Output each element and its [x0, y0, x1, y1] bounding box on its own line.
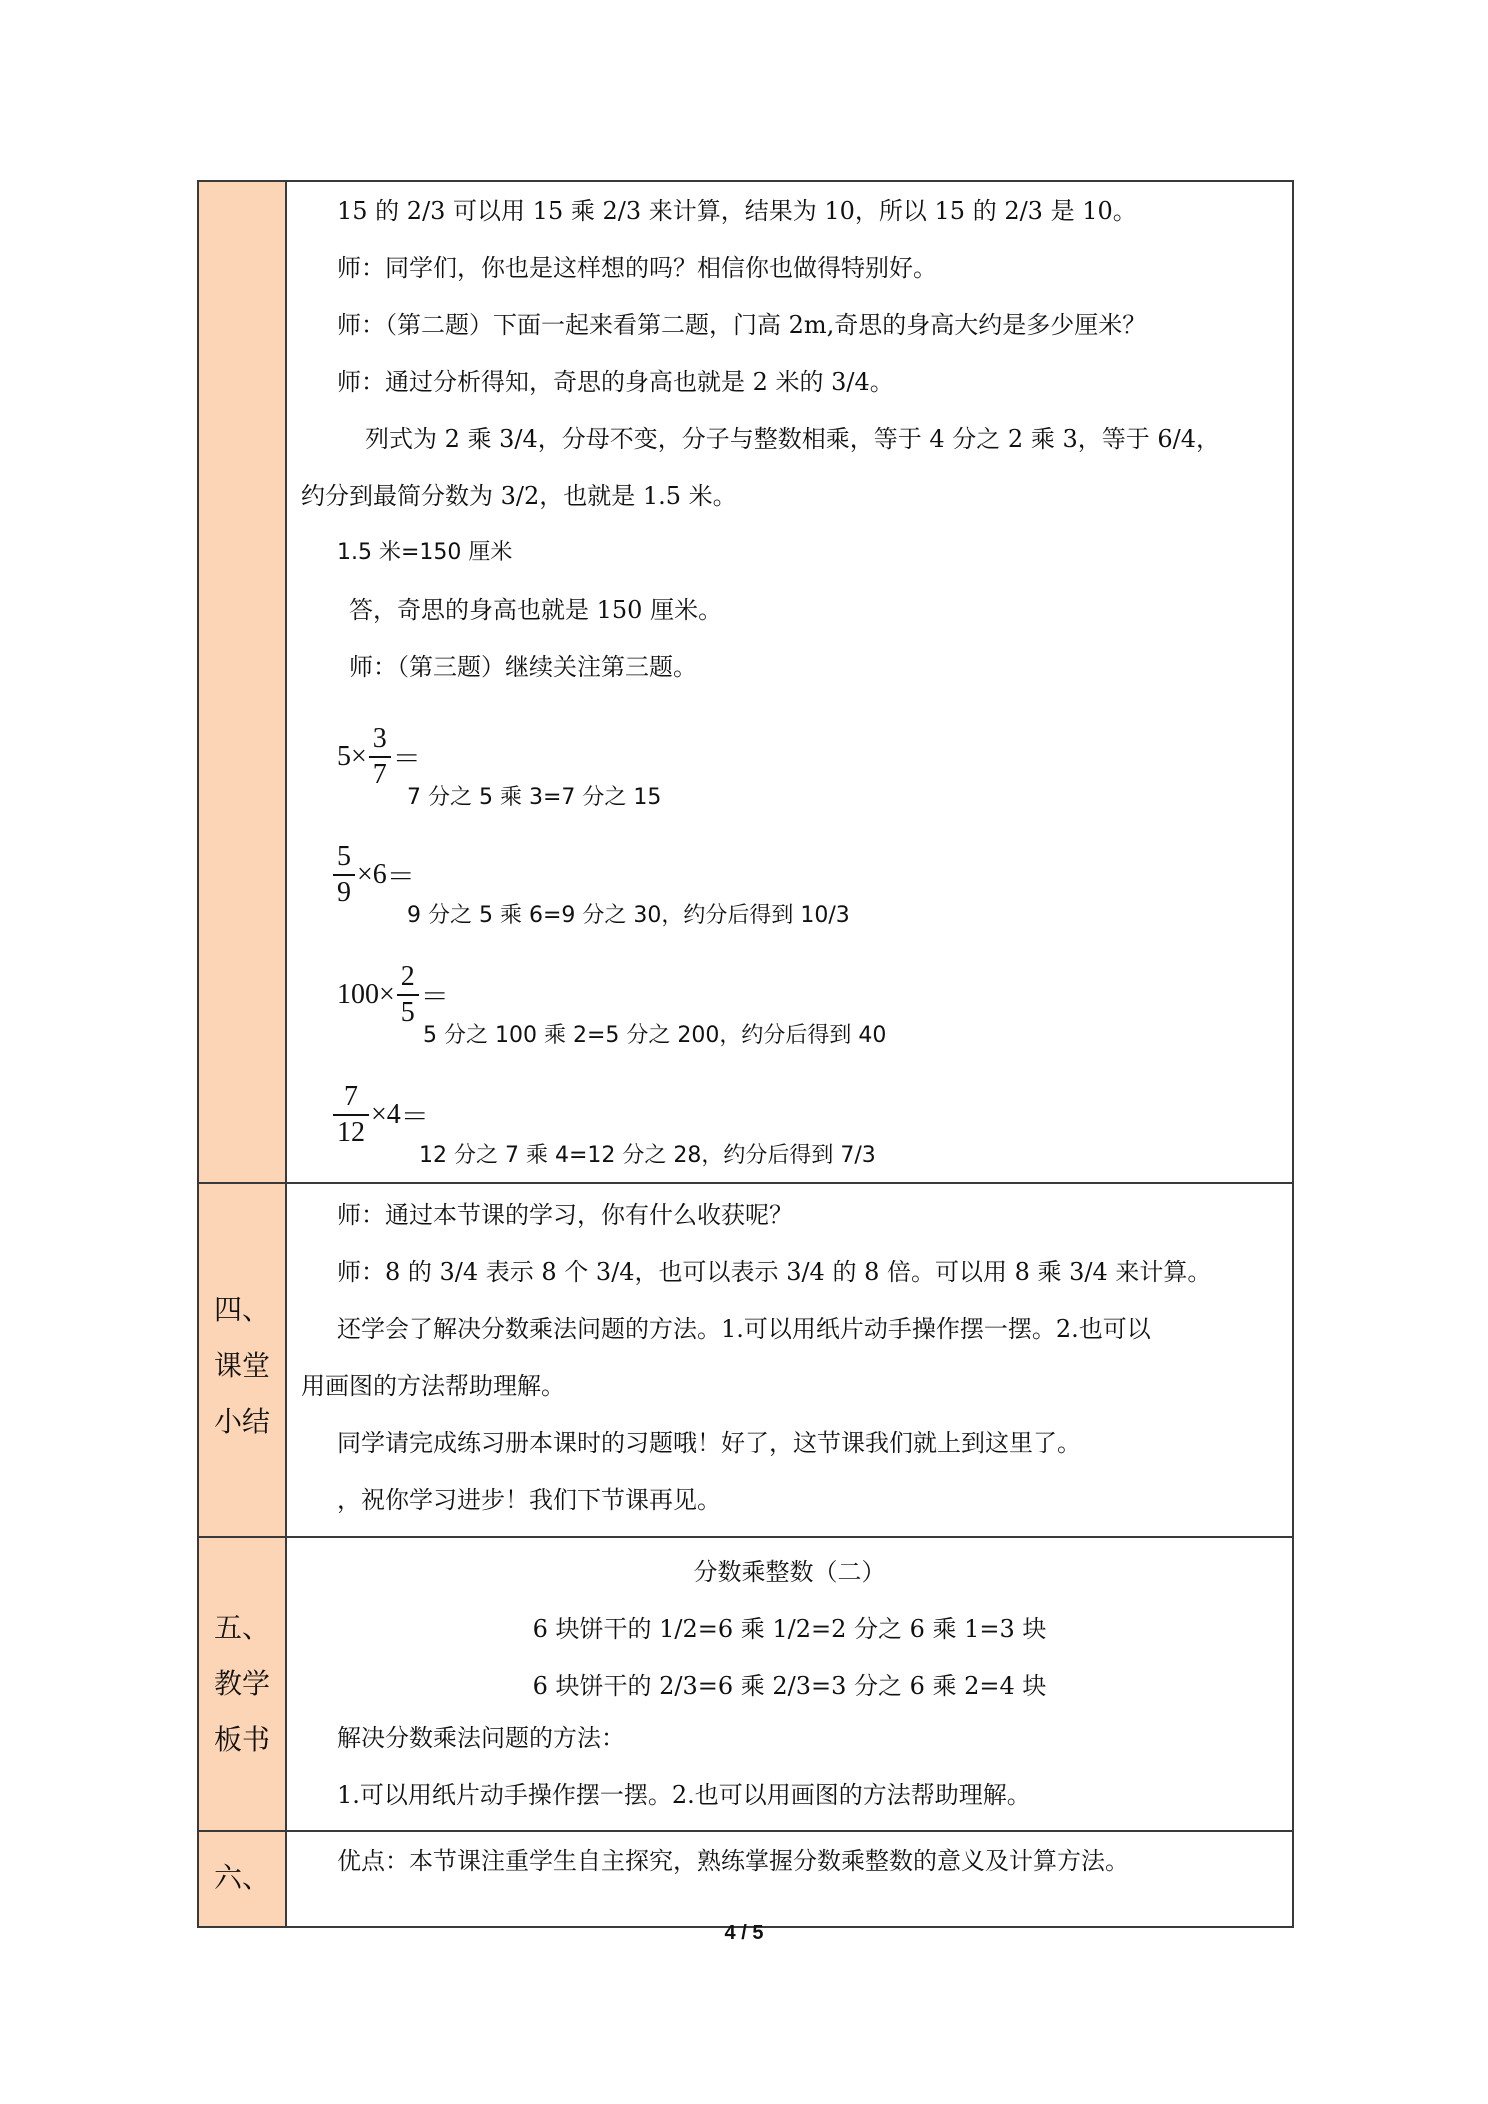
- fraction: [333, 840, 355, 910]
- text-line: 同学请完成练习册本课时的习题哦！好了，这节课我们就上到这里了。: [337, 1429, 1081, 1457]
- text-line: 1.可以用纸片动手操作摆一摆。2.也可以用画图的方法帮助理解。: [337, 1781, 1031, 1809]
- denominator: 7: [372, 759, 387, 790]
- text-line: 师：8 的 3/4 表示 8 个 3/4，也可以表示 3/4 的 8 倍。可以用 8 乘 3/4 来计算。: [337, 1258, 1212, 1286]
- text-line: 6 块饼干的 1/2=6 乘 1/2=2 分之 6 乘 1=3 块: [532, 1615, 1047, 1643]
- equals-sign: ＝: [386, 862, 415, 893]
- equation-note: 9 分之 5 乘 6=9 分之 30，约分后得到 10/3: [407, 903, 850, 928]
- text-line: 列式为 2 乘 3/4，分母不变，分子与整数相乘，等于 4 分之 2 乘 3，等于 6/4，: [365, 425, 1220, 453]
- section-label-cell: [198, 1537, 286, 1831]
- text-line: 解决分数乘法问题的方法：: [337, 1724, 625, 1752]
- section-label-line: 五、: [213, 1611, 270, 1644]
- text-line: 答，奇思的身高也就是 150 厘米。: [349, 596, 723, 624]
- table-row: [198, 1537, 1293, 1831]
- table-row: [198, 1183, 1293, 1537]
- page-number: 4 / 5: [724, 1922, 764, 1944]
- section-label-line: 课堂: [213, 1349, 270, 1382]
- fraction-equation: [331, 840, 415, 910]
- denominator: 9: [337, 877, 351, 908]
- whole-number: 6: [372, 859, 387, 890]
- denominator: 5: [400, 997, 415, 1028]
- whole-number: 4: [386, 1099, 401, 1130]
- section-label-cell: [198, 1831, 286, 1927]
- times-sign: ×: [379, 979, 395, 1010]
- section-content-cell: [286, 1183, 1293, 1537]
- section-content-cell: [286, 181, 1293, 1183]
- section-label-line: 教学: [213, 1667, 270, 1700]
- fraction: [333, 1080, 369, 1150]
- numerator: 7: [333, 1080, 369, 1116]
- whole-number: 5: [337, 741, 351, 772]
- text-line: ，祝你学习进步！我们下节课再见。: [337, 1486, 721, 1514]
- text-line: 师：同学们，你也是这样想的吗？相信你也做得特别好。: [337, 254, 937, 282]
- section-label-line: 六、: [213, 1861, 270, 1894]
- section-label: [199, 1538, 285, 1768]
- section-label-line: 板书: [213, 1723, 270, 1756]
- table-row: [198, 181, 1293, 1183]
- text-line: 约分到最简分数为 3/2，也就是 1.5 米。: [301, 482, 737, 510]
- text-line: 还学会了解决分数乘法问题的方法。1.可以用纸片动手操作摆一摆。2.也可以: [337, 1315, 1151, 1343]
- fraction-equation: [331, 1080, 429, 1150]
- denominator: 12: [337, 1117, 365, 1148]
- text-line: 师：通过本节课的学习，你有什么收获呢？: [337, 1201, 793, 1229]
- text-line: 6 块饼干的 2/3=6 乘 2/3=3 分之 6 乘 2=4 块: [532, 1672, 1047, 1700]
- section-label: [199, 1184, 285, 1450]
- text-line: 师：通过分析得知，奇思的身高也就是 2 米的 3/4。: [337, 368, 894, 396]
- text-line: 师：（第三题）继续关注第三题。: [349, 653, 697, 681]
- whole-number: 100: [337, 979, 379, 1010]
- equals-sign: ＝: [400, 1102, 429, 1133]
- section-content-cell: [286, 1537, 1293, 1831]
- section-label: [199, 1832, 285, 1906]
- equation-note: 12 分之 7 乘 4=12 分之 28，约分后得到 7/3: [419, 1143, 876, 1168]
- table-row: [198, 1831, 1293, 1927]
- numerator: 2: [397, 960, 419, 996]
- text-line: 优点：本节课注重学生自主探究，熟练掌握分数乘整数的意义及计算方法。: [337, 1847, 1129, 1875]
- section-content-cell: [286, 1831, 1293, 1927]
- section-label-line: 小结: [213, 1405, 270, 1438]
- equation-note: 5 分之 100 乘 2=5 分之 200，约分后得到 40: [423, 1023, 887, 1048]
- board-title: 分数乘整数（二）: [693, 1558, 886, 1586]
- text-line: 15 的 2/3 可以用 15 乘 2/3 来计算，结果为 10，所以 15 的 2/3 是 10。: [337, 197, 1137, 225]
- text-line: 用画图的方法帮助理解。: [301, 1372, 565, 1400]
- fraction: [397, 960, 419, 1030]
- equals-sign: ＝: [420, 982, 449, 1013]
- section-label-line: 四、: [213, 1293, 270, 1326]
- times-sign: ×: [351, 741, 367, 772]
- times-sign: ×: [357, 859, 373, 890]
- equals-sign: ＝: [392, 744, 421, 775]
- text-line: 1.5 米=150 厘米: [337, 540, 513, 565]
- lesson-plan-table: [197, 180, 1294, 1928]
- numerator: 3: [369, 722, 391, 758]
- equation-note: 7 分之 5 乘 3=7 分之 15: [407, 785, 662, 810]
- numerator: 5: [333, 840, 355, 876]
- fraction: [369, 722, 391, 792]
- text-line: 师：（第二题）下面一起来看第二题，门高 2m,奇思的身高大约是多少厘米？: [337, 311, 1147, 339]
- times-sign: ×: [371, 1099, 387, 1130]
- section-label-cell: [198, 181, 286, 1183]
- section-label-cell: [198, 1183, 286, 1537]
